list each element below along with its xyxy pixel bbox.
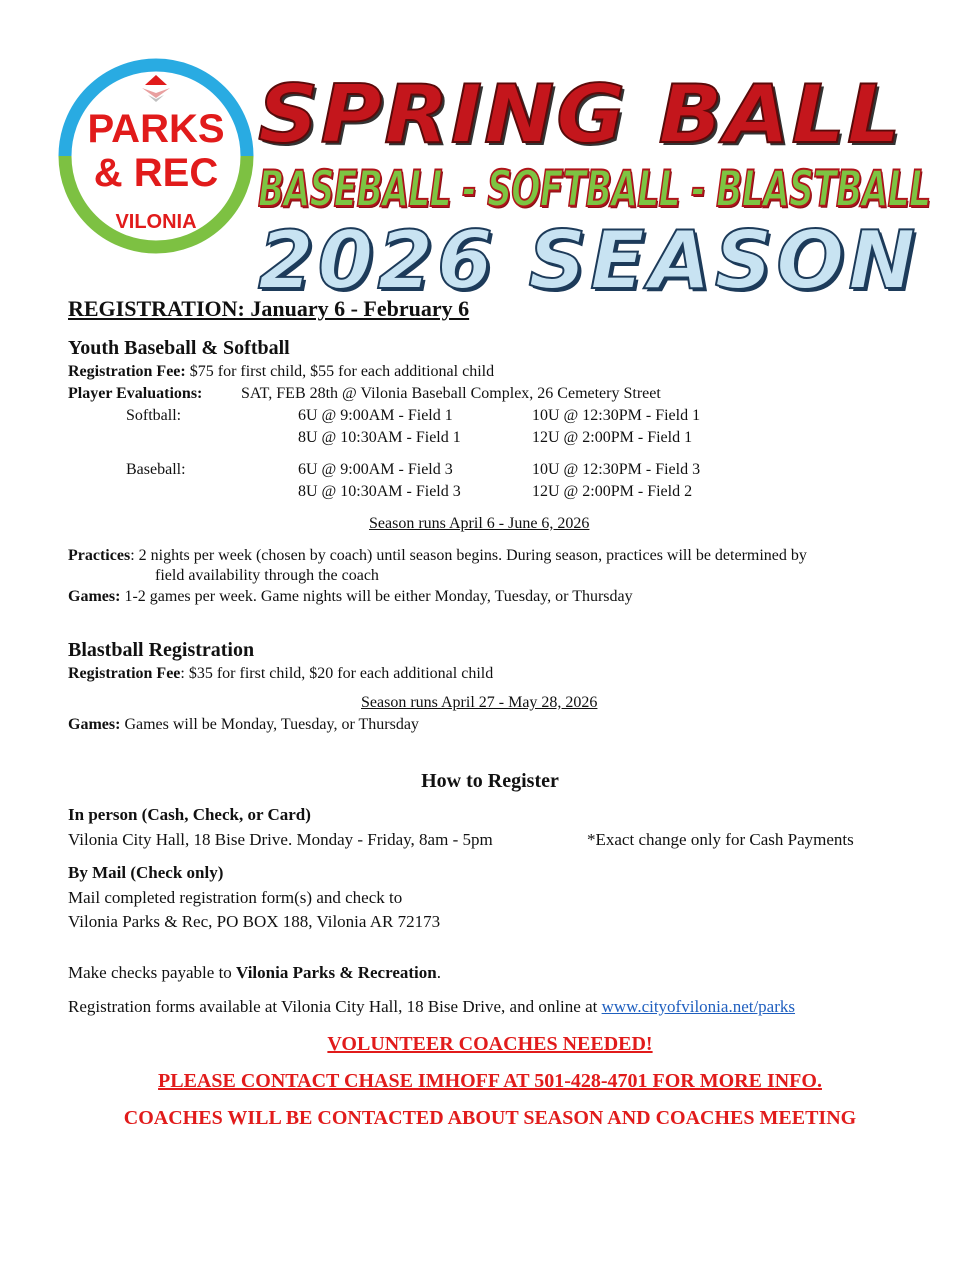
schedule-cell: 12U @ 2:00PM - Field 1 [532,429,693,446]
baseball-label: Baseball: [126,461,186,478]
banner-season: 2026 SEASON [258,214,920,307]
inperson-note: *Exact change only for Cash Payments [587,830,854,849]
youth-games: Games: 1-2 games per week. Game nights will be either Monday, Tuesday, or Thursday [68,588,633,605]
payable-line: Make checks payable to Vilonia Parks & Recreation. [68,963,441,982]
logo-line2: & REC [93,151,219,195]
volunteer-line3: COACHES WILL BE CONTACTED ABOUT SEASON AND COACHES MEETING [123,1107,857,1129]
schedule-cell: 6U @ 9:00AM - Field 1 [298,407,453,424]
inperson-text: Vilonia City Hall, 18 Bise Drive. Monday - Friday, 8am - 5pm [68,830,493,849]
schedule-cell: 10U @ 12:30PM - Field 3 [532,461,701,478]
schedule-cell: 10U @ 12:30PM - Field 1 [532,407,701,424]
volunteer-line2: PLEASE CONTACT CHASE IMHOFF AT 501-428-4701 FOR MORE INFO. [158,1070,822,1092]
blastball-season: Season runs April 27 - May 28, 2026 [361,694,598,711]
mail-text1: Mail completed registration form(s) and check to [68,888,403,907]
schedule-cell: 8U @ 10:30AM - Field 3 [298,483,461,500]
parks-website-link[interactable]: www.cityofvilonia.net/parks [601,997,796,1016]
banner-title: SPRING BALL [258,68,903,162]
inperson-label: In person (Cash, Check, or Card) [68,805,311,824]
schedule-cell: 8U @ 10:30AM - Field 1 [298,429,461,446]
youth-practices-cont: field availability through the coach [155,567,379,584]
parks-rec-logo [58,58,254,254]
logo-line1: PARKS [87,107,225,151]
how-heading: How to Register [421,770,559,792]
registration-heading: REGISTRATION: January 6 - February 6 [68,296,470,321]
youth-eval-text: SAT, FEB 28th @ Vilonia Baseball Complex, 26 Cemetery Street [241,385,661,402]
youth-heading: Youth Baseball & Softball [68,337,290,359]
youth-fee: Registration Fee: $75 for first child, $55 for each additional child [68,363,495,380]
schedule-cell: 6U @ 9:00AM - Field 3 [298,461,453,478]
blastball-heading: Blastball Registration [68,639,255,661]
volunteer-line1: VOLUNTEER COACHES NEEDED! [327,1033,653,1055]
blastball-fee: Registration Fee: $35 for first child, $20 for each additional child [68,665,494,682]
mountain-mark-icon [142,75,170,102]
softball-label: Softball: [126,407,182,424]
banner-sports: BASEBALL - SOFTBALL - BLASTBALL [258,160,931,218]
mail-label: By Mail (Check only) [68,863,224,882]
mail-text2: Vilonia Parks & Rec, PO BOX 188, Vilonia AR 72173 [68,912,441,931]
blastball-games: Games: Games will be Monday, Tuesday, or Thursday [68,716,419,733]
youth-eval-label: Player Evaluations: [68,385,203,402]
schedule-cell: 12U @ 2:00PM - Field 2 [532,483,693,500]
forms-line: Registration forms available at Vilonia City Hall, 18 Bise Drive, and online at www.cityofvilonia.net/parks [68,997,796,1016]
logo-line3: VILONIA [115,211,197,233]
youth-practices: Practices: 2 nights per week (chosen by coach) until season begins. During season, practices will be determined by [68,547,807,564]
youth-season: Season runs April 6 - June 6, 2026 [369,515,590,532]
